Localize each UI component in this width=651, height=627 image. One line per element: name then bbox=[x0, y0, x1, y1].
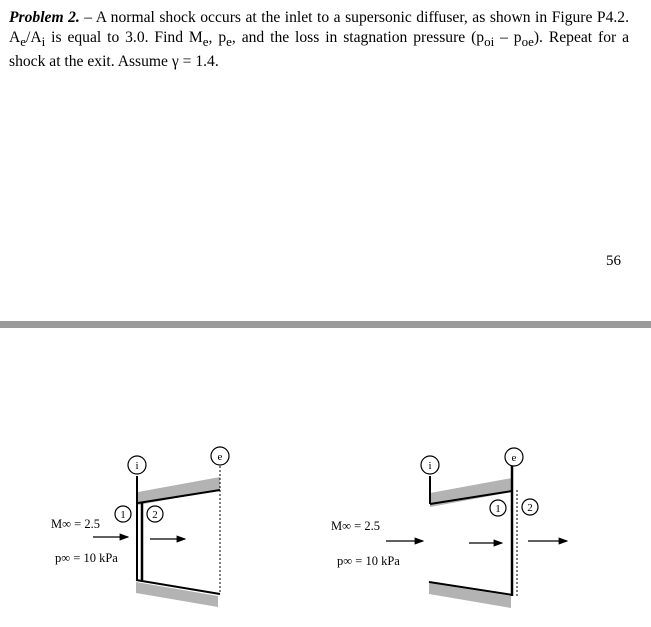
page-number: 56 bbox=[606, 253, 621, 269]
freestream-mach-label: M∞ = 2.5 bbox=[331, 519, 380, 533]
figure-shock-at-inlet bbox=[51, 447, 229, 607]
station-1-label: 1 bbox=[495, 503, 501, 515]
station-2-label: 2 bbox=[527, 502, 533, 514]
lower-wall-shading bbox=[429, 583, 511, 608]
station-e-label: e bbox=[511, 452, 517, 464]
figure-shock-at-exit bbox=[331, 448, 567, 608]
problem-title: Problem 2. bbox=[9, 9, 80, 26]
station-2-label: 2 bbox=[152, 509, 158, 521]
lower-wall-shading bbox=[136, 582, 218, 607]
station-i-label: i bbox=[135, 460, 139, 472]
station-i-label: i bbox=[428, 460, 432, 472]
station-e-label: e bbox=[217, 451, 223, 463]
freestream-pressure-label: p∞ = 10 kPa bbox=[55, 551, 118, 565]
freestream-pressure-label: p∞ = 10 kPa bbox=[337, 554, 400, 568]
station-1-label: 1 bbox=[120, 509, 126, 521]
problem-statement: Problem 2. – A normal shock occurs at the inlet to a supersonic diffuser, as shown in Figure P4.2. $A_e/A_i$ is equal to 3.0. Find $M_e$, $p_e$, and the loss in stagnation pressure $(p_{oi} - p_{oe})$. Repeat for a shock at the exit. Assume γ = 1.4. bbox=[9, 9, 630, 71]
freestream-mach-label: M∞ = 2.5 bbox=[51, 517, 100, 531]
